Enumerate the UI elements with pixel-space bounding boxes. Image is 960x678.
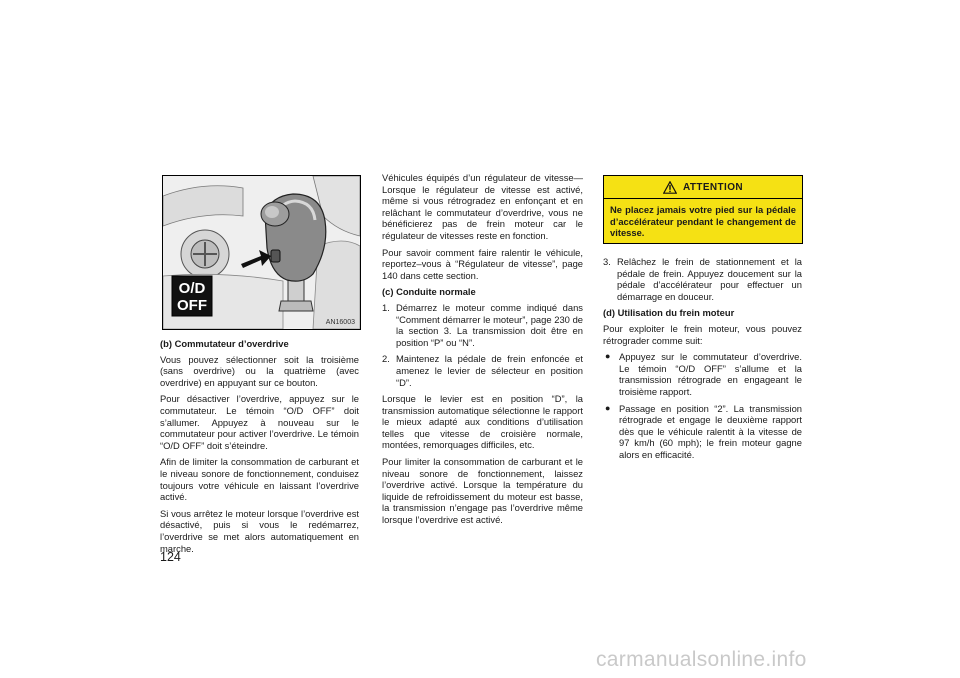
list-item [603,351,802,397]
bullet-list [603,351,802,460]
paragraph: Pour exploiter le frein moteur, vous pouvez rétrograder comme suit: [603,322,802,346]
section-heading-overdrive: (b) Commutateur d’overdrive [160,338,289,349]
numbered-steps [382,302,583,388]
bullet-text: Appuyez sur le commutateur d’overdrive. Le témoin “O/D OFF” s’allume et la transmission rétrograde en engageant le troisième rapport. [619,351,802,397]
badge-line-1: O/D [178,280,206,297]
list-item [382,302,583,348]
step-number: 1. [382,301,390,313]
numbered-steps [603,256,802,302]
paragraph: Pour savoir comment faire ralentir le véhicule, reportez–vous à “Régulateur de vitesse”, page 140 dans cette section. [382,246,583,281]
gear-shifter-illustration [162,175,361,330]
attention-text: Ne placez jamais votre pied sur la pédale d’accélérateur pendant le changement de vitesse. [610,204,796,239]
paragraph: Pour limiter la consommation de carburant et le niveau sonore de fonctionnement, laissez l’overdrive activé. Lorsque la température du liquide de refroidissement du moteur est basse, la transmission n’engage pas l’overdrive même lorsque l’overdrive est activé. [382,456,583,526]
paragraph: Si vous arrêtez le moteur lorsque l’overdrive est désactivé, puis si vous le redémarrez, l’overdrive se met alors automatiquement en marche. [160,507,359,554]
middle-column [382,172,583,531]
paragraph-cruise-control: Véhicules équipés d’un régulateur de vitesse—Lorsque le régulateur de vitesse est activé, même si vous rétrogradez en enfonçant et en relâchant le commutateur d’overdrive, vous ne bénéficierez pas de frein moteur car le régulateur de vitesses reste en fonction. [382,172,583,241]
paragraph: Pour désactiver l’overdrive, appuyez sur le commutateur. Le témoin “O/D OFF” doit s’allumer. Appuyez à nouveau sur le commutateur pour activer l’overdrive. Le témoin “O/D OFF” doit s’éteindre. [160,393,359,451]
list-item [603,256,802,302]
list-item [382,353,583,388]
attention-header [604,176,802,199]
watermark: carmanualsonline.info [596,648,807,671]
step-text: Relâchez le frein de stationnement et la pédale de frein. Appuyez doucement sur la pédale d’accélérateur pour effectuer un démarrage en douceur. [617,256,802,302]
bullet-text: Passage en position “2”. La transmission rétrograde et engage le deuxième rapport dès que le véhicule ralentit à la vitesse de 97 km/h (60 mph); le frein moteur gagne alors en efficacité. [619,402,802,460]
attention-box [603,175,803,244]
shifter-drawing [163,176,360,329]
paragraph: Afin de limiter la consommation de carburant et le niveau sonore de fonctionnement, conduisez toujours votre véhicule en laissant l’overdrive activé. [160,456,359,503]
bullet-icon: ● [605,402,611,413]
paragraph: Lorsque le levier est en position “D”, la transmission automatique sélectionne le rapport le mieux adapté aux conditions d’utilisation telles que vitesse de croisière normale, montées, remorquages difficiles, etc. [382,393,583,451]
warning-triangle-icon [663,181,677,194]
step-text: Démarrez le moteur comme indiqué dans “Comment démarrer le moteur”, page 230 de la section 3. La transmission doit être en position “P” ou “N”. [396,301,583,348]
step-number: 2. [382,353,390,365]
step-number: 3. [603,256,611,267]
section-heading-engine-brake: (d) Utilisation du frein moteur [603,307,735,319]
bullet-icon: ● [605,351,611,362]
paragraph: Vous pouvez sélectionner soit la troisième (sans overdrive) ou la quatrième (avec overdrive) en appuyant sur ce bouton. [160,353,359,388]
attention-title: ATTENTION [682,181,744,193]
step-text: Maintenez la pédale de frein enfoncée et amenez le levier de sélecteur en position “D”. [396,353,583,388]
section-heading-normal-driving: (c) Conduite normale [382,286,476,298]
left-column [160,338,359,559]
right-column [603,256,802,466]
list-item [603,403,802,461]
figure-code: AN16003 [325,319,355,326]
badge-line-2: OFF [177,297,207,314]
page-number: 124 [160,550,181,564]
